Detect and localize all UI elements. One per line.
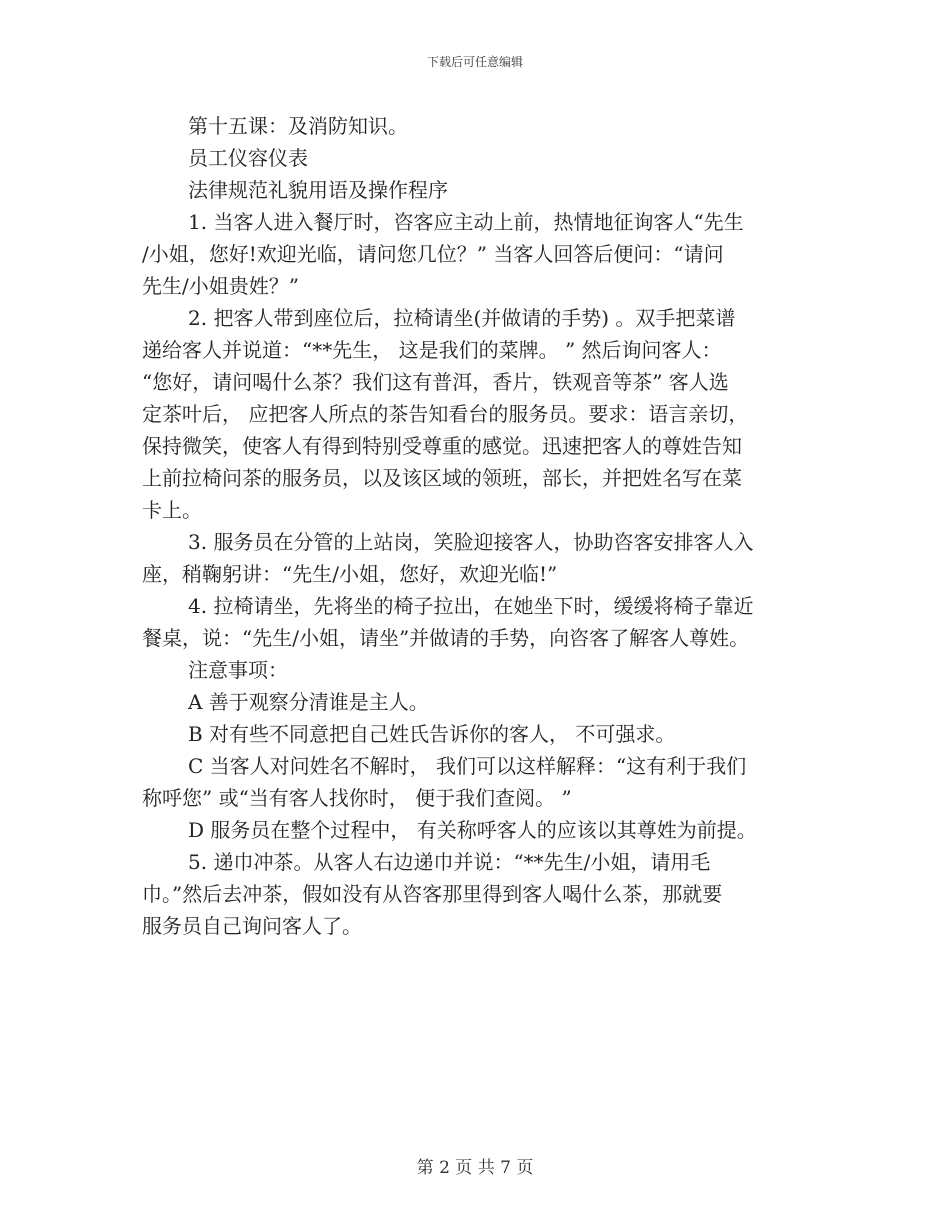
text-line: 巾。”然后去冲茶，假如没有从咨客那里得到客人喝什么茶，那就要 — [142, 882, 723, 906]
text-line: 5. 递巾冲茶。从客人右边递巾并说：“**先生/小姐，请用毛 — [188, 850, 711, 874]
text-line: D 服务员在整个过程中， 有关称呼客人的应该以其尊姓为前提。 — [188, 818, 757, 842]
text-line: “您好，请问喝什么茶？我们这有普洱，香片，铁观音等茶” 客人选 — [142, 370, 729, 394]
text-line: 1. 当客人进入餐厅时，咨客应主动上前，热情地征询客人“先生 — [188, 210, 744, 234]
text-line: 服务员自己询问客人了。 — [142, 914, 362, 938]
text-line: 定茶叶后， 应把客人所点的茶告知看台的服务员。要求：语言亲切， — [142, 402, 749, 426]
text-line: 保持微笑，使客人有得到特别受尊重的感觉。迅速把客人的尊姓告知 — [142, 434, 742, 458]
text-line: 4. 拉椅请坐，先将坐的椅子拉出，在她坐下时，缓缓将椅子靠近 — [188, 594, 754, 618]
text-line: /小姐，您好!欢迎光临，请问您几位？” 当客人回答后便问：“请问 — [142, 242, 724, 266]
text-line: 注意事项： — [188, 658, 288, 682]
page-number-footer: 第 2 页 共 7 页 — [416, 1158, 534, 1178]
text-line: 法律规范礼貌用语及操作程序 — [188, 178, 448, 202]
text-line: 第十五课：及消防知识。 — [188, 114, 408, 138]
text-line: 3. 服务员在分管的上站岗，笑脸迎接客人，协助咨客安排客人入 — [188, 530, 754, 554]
text-line: 座，稍鞠躬讲：“先生/小姐，您好，欢迎光临!” — [142, 562, 558, 586]
text-line: 餐桌，说：“先生/小姐，请坐”并做请的手势，向咨客了解客人尊姓。 — [142, 626, 750, 650]
text-line: 称呼您” 或“当有客人找你时， 便于我们查阅。 ” — [142, 786, 572, 810]
page-header-note: 下载后可任意编辑 — [426, 55, 523, 69]
document-body — [142, 110, 822, 942]
text-line: 上前拉椅问茶的服务员，以及该区域的领班，部长，并把姓名写在菜 — [142, 466, 742, 490]
text-line: 递给客人并说道：“**先生， 这是我们的菜牌。 ” 然后询问客人： — [142, 338, 722, 362]
text-line: 员工仪容仪表 — [188, 146, 308, 170]
text-line: C 当客人对问姓名不解时， 我们可以这样解释：“这有利于我们 — [188, 754, 747, 778]
text-line: A 善于观察分清谁是主人。 — [188, 690, 429, 714]
text-line: 2. 把客人带到座位后，拉椅请坐(并做请的手势) 。双手把菜谱 — [188, 306, 736, 330]
text-line: 先生/小姐贵姓？” — [142, 274, 299, 298]
text-line: 卡上。 — [142, 498, 202, 522]
text-line: B 对有些不同意把自己姓氏告诉你的客人， 不可强求。 — [188, 722, 676, 746]
